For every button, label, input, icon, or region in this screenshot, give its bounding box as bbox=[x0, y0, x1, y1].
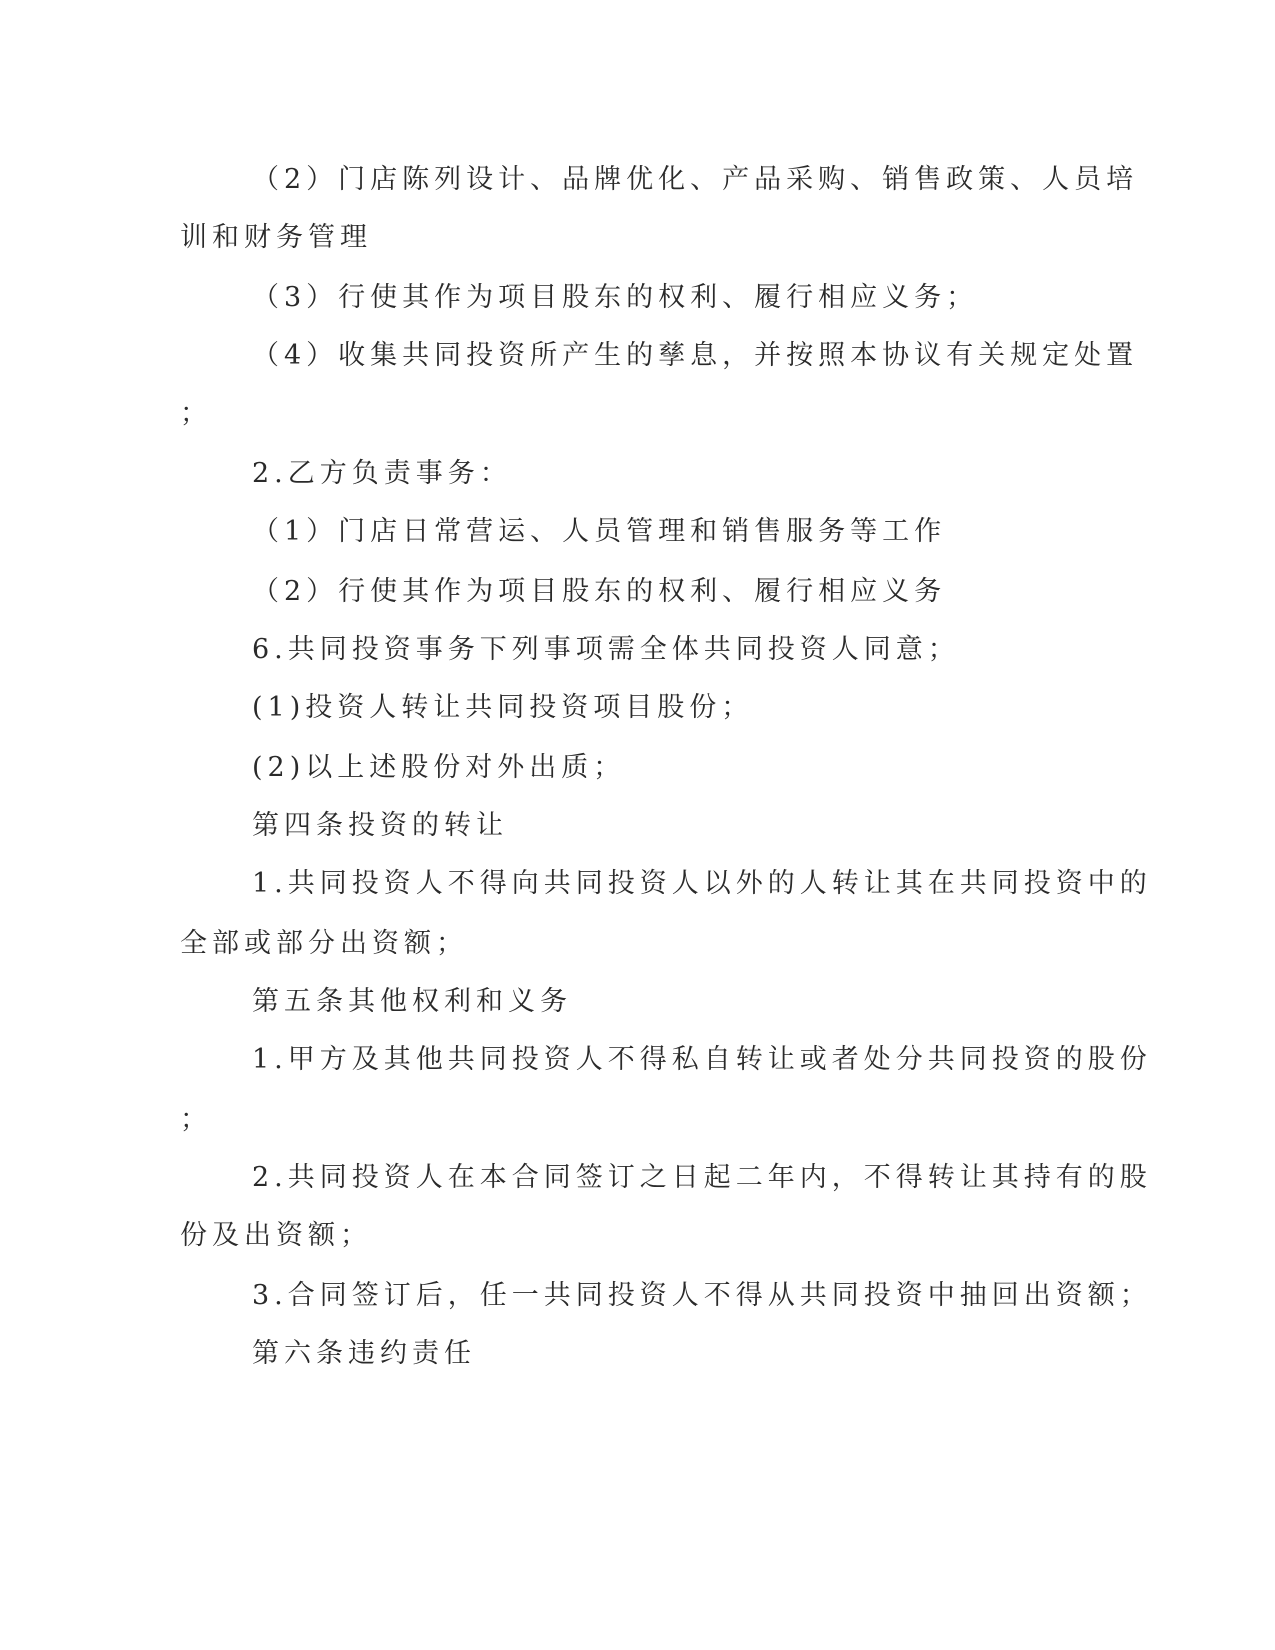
text-line: 3.合同签订后，任一共同投资人不得从共同投资中抽回出资额； bbox=[252, 1280, 1152, 1311]
text-line: (1)投资人转让共同投资项目股份； bbox=[252, 692, 754, 723]
text-line: 2.乙方负责事务： bbox=[252, 458, 512, 489]
text-line: 全部或部分出资额； bbox=[180, 928, 468, 959]
text-line: 1.甲方及其他共同投资人不得私自转让或者处分共同投资的股份 bbox=[252, 1044, 1152, 1075]
text-line: 份及出资额； bbox=[180, 1220, 372, 1251]
section-heading: 第四条投资的转让 bbox=[252, 810, 508, 841]
text-line: 6.共同投资事务下列事项需全体共同投资人同意； bbox=[252, 634, 960, 665]
text-line: 2.共同投资人在本合同签订之日起二年内，不得转让其持有的股 bbox=[252, 1162, 1152, 1193]
text-line: 1.共同投资人不得向共同投资人以外的人转让其在共同投资中的 bbox=[252, 868, 1152, 899]
text-line: （4）收集共同投资所产生的孳息，并按照本协议有关规定处置 bbox=[252, 340, 1139, 371]
text-line: ； bbox=[180, 398, 212, 429]
text-line: （1）门店日常营运、人员管理和销售服务等工作 bbox=[252, 516, 947, 547]
text-line: (2)以上述股份对外出质； bbox=[252, 752, 626, 783]
text-line: （3）行使其作为项目股东的权利、履行相应义务； bbox=[252, 282, 979, 313]
text-line: 训和财务管理 bbox=[180, 222, 372, 253]
section-heading: 第六条违约责任 bbox=[252, 1338, 476, 1369]
text-line: （2）行使其作为项目股东的权利、履行相应义务 bbox=[252, 576, 947, 607]
text-line: （2）门店陈列设计、品牌优化、产品采购、销售政策、人员培 bbox=[252, 164, 1139, 195]
section-heading: 第五条其他权利和义务 bbox=[252, 986, 572, 1017]
text-line: ； bbox=[180, 1104, 212, 1135]
